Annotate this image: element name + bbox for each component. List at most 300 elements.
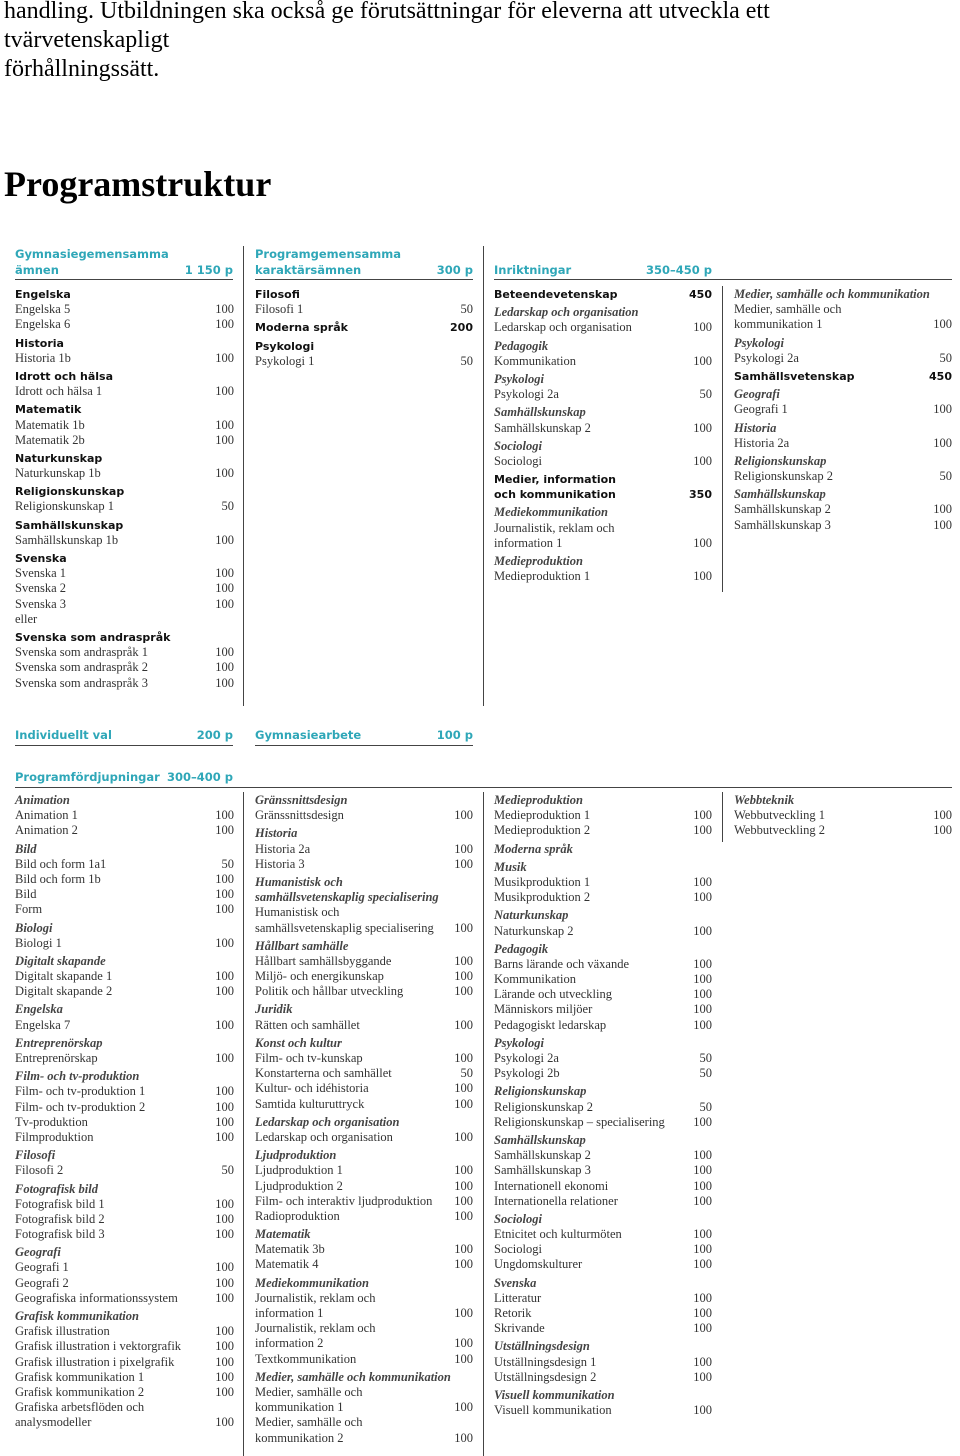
course-row-text: Rätten och samhället (255, 1017, 360, 1032)
course-row (15, 466, 234, 481)
course-row-text: Historia 3 (255, 856, 305, 871)
course-row (255, 1242, 473, 1257)
course-row (15, 969, 234, 984)
subject-heading-text: Historia (15, 336, 64, 350)
course-row (494, 1370, 712, 1385)
course-row-text: eller (15, 611, 38, 626)
course-row (15, 645, 234, 660)
course-row-text: Hållbart samhällsbyggande (255, 953, 392, 968)
subject-subheading (255, 1002, 473, 1017)
points-value: 50 (221, 1163, 234, 1178)
course-row (15, 1115, 234, 1130)
points-value: 100 (933, 317, 952, 332)
points-value: 100 (693, 956, 712, 971)
points-value: 100 (693, 808, 712, 823)
course-row-text: Grafisk illustration i vektorgrafik (15, 1339, 182, 1354)
points-value: 100 (215, 1415, 234, 1430)
subject-subheading (494, 793, 712, 808)
course-row (494, 1227, 712, 1242)
course-row-text: Religionskunskap 1 (15, 499, 114, 514)
course-row-text: Film- och tv-produktion 1 (15, 1084, 146, 1099)
points-value: 100 (693, 1369, 712, 1384)
subject-heading (255, 320, 473, 335)
course-row-text: Gränssnittsdesign (255, 808, 344, 823)
course-row (255, 905, 473, 920)
divider (15, 787, 952, 788)
points-value: 350 (689, 488, 712, 502)
points-value: 100 (215, 660, 234, 675)
course-row (494, 1148, 712, 1163)
course-row-text: Psykologi 2a (734, 350, 799, 365)
course-row-text: Psykologi 2a (494, 1051, 559, 1065)
points-value: 100 (693, 353, 712, 368)
course-row (494, 1066, 712, 1081)
course-row-text: Sociologi (494, 453, 542, 468)
subject-heading-text: och kommunikation (494, 488, 616, 502)
course-row-text: Naturkunskap 2 (494, 923, 574, 938)
course-row-text: Idrott och hälsa 1 (15, 384, 103, 399)
course-row (15, 581, 234, 596)
course-row (734, 502, 952, 517)
subject-subheading (255, 826, 473, 841)
points-value: 100 (454, 1306, 473, 1320)
course-row (15, 936, 234, 951)
course-row-text: Textkommunikation (255, 1351, 357, 1366)
course-row (494, 1051, 712, 1066)
course-row (494, 1018, 712, 1033)
course-row (494, 536, 712, 551)
subject-heading (255, 287, 473, 302)
course-row (15, 823, 234, 838)
points-value: 100 (933, 808, 952, 823)
subject-subheading (255, 875, 473, 890)
subject-heading-text: Matematik (15, 403, 82, 417)
course-row (255, 354, 473, 369)
course-row (255, 1163, 473, 1178)
course-row-text: Retorik (494, 1306, 532, 1320)
points-value: 100 (215, 1114, 234, 1129)
subject-subheading-text: Gränssnittsdesign (255, 793, 348, 807)
points-value: 100 (215, 384, 234, 399)
subject-subheading-text: Medieproduktion (494, 554, 583, 568)
course-row-text: Ledarskap och organisation (494, 320, 632, 335)
points-value: 50 (699, 1051, 712, 1065)
points-value: 100 (693, 1257, 712, 1272)
divider (15, 279, 233, 280)
subject-heading (15, 551, 234, 566)
course-row (15, 1276, 234, 1291)
subject-subheading (255, 1227, 473, 1242)
subject-heading (494, 472, 712, 487)
course-row-text: Bild (15, 887, 37, 902)
course-row (255, 1431, 473, 1446)
course-row-text: Musikproduktion 2 (494, 890, 591, 905)
course-row (15, 1400, 234, 1415)
points-value: 100 (933, 502, 952, 517)
points-value: 100 (215, 935, 234, 950)
course-row-text: Svenska 2 (15, 581, 67, 596)
course-row-text: Samtida kulturuttryck (255, 1096, 365, 1111)
points-value: 100 (215, 566, 234, 581)
subject-subheading (494, 1276, 712, 1291)
subject-heading-text: Moderna språk (255, 321, 348, 335)
intro-line: tvärvetenskapligt (4, 27, 170, 53)
course-row (494, 1321, 712, 1336)
course-row-text: Biologi 1 (15, 935, 62, 950)
course-row-text: Film- och tv-produktion 2 (15, 1099, 146, 1114)
course-row (734, 402, 952, 417)
points-value: 100 (693, 1290, 712, 1305)
course-row-text: Skrivande (494, 1321, 545, 1336)
subject-subheading (494, 1212, 712, 1227)
subject-subheading-text: Mediekommunikation (255, 1275, 369, 1290)
points-value: 100 (454, 1081, 473, 1096)
course-row (255, 1130, 473, 1145)
course-row (255, 1257, 473, 1272)
subject-subheading-text: Filosofi (15, 1148, 56, 1163)
course-row-text: Form (15, 902, 43, 917)
course-row (494, 924, 712, 939)
subject-heading (15, 630, 234, 645)
subject-subheading-text: Naturkunskap (494, 908, 569, 923)
course-row-text: Medier, samhälle och (255, 1415, 363, 1430)
subject-subheading (494, 1133, 712, 1148)
inriktningar-label: Inriktningar (494, 263, 572, 277)
subject-subheading-text: Medier, samhälle och kommunikation (734, 287, 930, 301)
course-row (494, 1257, 712, 1272)
course-row (15, 1100, 234, 1115)
points-value: 100 (215, 532, 234, 547)
course-row-text: Medier, samhälle och (734, 302, 842, 317)
points-value: 50 (221, 499, 234, 514)
inriktningar-header (494, 262, 712, 278)
points-value: 100 (933, 823, 952, 838)
subject-subheading-text: Webbteknik (734, 793, 795, 807)
course-row (15, 1163, 234, 1178)
course-row (15, 1339, 234, 1354)
course-row (15, 1385, 234, 1400)
fordjupningar-list-2 (255, 793, 473, 1446)
subject-subheading (734, 454, 952, 469)
course-row (15, 1260, 234, 1275)
course-row-text: Medieproduktion 2 (494, 823, 591, 838)
course-row-text: Bild och form 1a1 (15, 856, 107, 871)
points-value: 100 (215, 1290, 234, 1305)
points-value: 100 (215, 1384, 234, 1399)
course-row (15, 887, 234, 902)
gym-gemensamma-label-2: ämnen (15, 263, 59, 277)
subject-subheading-text: Animation (15, 793, 70, 807)
course-row (494, 387, 712, 402)
course-row-text: Grafisk kommunikation 2 (15, 1384, 145, 1399)
subject-subheading (255, 1370, 473, 1385)
subject-subheading-text: Samhällskunskap (494, 1132, 586, 1147)
course-row-text: Journalistik, reklam och (255, 1290, 376, 1305)
points-value: 100 (454, 953, 473, 968)
subject-subheading (255, 793, 473, 808)
points-value: 100 (215, 466, 234, 481)
course-row (494, 1163, 712, 1178)
points-value: 100 (215, 902, 234, 917)
points-value: 100 (454, 1129, 473, 1144)
course-row-text: information 1 (494, 535, 563, 550)
points-value: 100 (454, 1242, 473, 1257)
course-row-text: Litteratur (494, 1290, 542, 1305)
course-row-text: Svenska 3 (15, 596, 67, 611)
course-row-text: Lärande och utveckling (494, 987, 613, 1002)
course-row-text: Människors miljöer (494, 1002, 593, 1017)
subject-subheading (494, 339, 712, 354)
subject-subheading (494, 439, 712, 454)
points-value: 100 (454, 1336, 473, 1351)
course-row-text: Fotografisk bild 3 (15, 1227, 105, 1242)
course-row-text: Svenska 1 (15, 566, 67, 581)
course-row-text: Historia 1b (15, 350, 71, 365)
subject-subheading-text: Ledarskap och organisation (494, 305, 639, 320)
prog-gemensamma-label-2: karaktärsämnen (255, 263, 362, 277)
course-row-text: analysmodeller (15, 1415, 92, 1430)
points-value: 100 (215, 823, 234, 838)
course-row-text: Webbutveckling 2 (734, 823, 825, 838)
subject-heading (494, 487, 712, 502)
points-value: 100 (215, 302, 234, 317)
subject-heading-text: Idrott och hälsa (15, 369, 114, 383)
course-row (255, 1291, 473, 1306)
course-row (15, 1130, 234, 1145)
course-row-text: Engelska 7 (15, 1017, 71, 1032)
course-row-text: Matematik 3b (255, 1242, 325, 1257)
course-row-text: Film- och interaktiv ljudproduktion (255, 1193, 433, 1208)
subject-subheading (494, 305, 712, 320)
subject-subheading (734, 387, 952, 402)
course-row-text: information 2 (255, 1336, 324, 1351)
course-row (15, 1324, 234, 1339)
points-value: 100 (215, 645, 234, 660)
subject-subheading (494, 505, 712, 520)
fordjupningar-list-3 (494, 793, 712, 1418)
course-row-text: Animation 2 (15, 823, 78, 838)
course-row (255, 969, 473, 984)
subject-subheading-text: Historia (255, 826, 298, 841)
subject-subheading (734, 336, 952, 351)
course-row-text: Webbutveckling 1 (734, 808, 825, 823)
course-row-text: Ledarskap och organisation (255, 1129, 393, 1144)
points-value: 50 (460, 302, 473, 317)
course-row-text: Samhällskunskap 2 (494, 1148, 591, 1163)
subject-heading-text: Svenska (15, 552, 67, 565)
points-value: 100 (933, 517, 952, 532)
course-row (734, 302, 952, 317)
course-row (255, 1385, 473, 1400)
fordjupningar-points: 300–400 p (167, 770, 233, 784)
course-row (15, 1051, 234, 1066)
prog-gemensamma-list (255, 287, 473, 369)
course-row-text: Filmproduktion (15, 1129, 94, 1144)
course-row (255, 1018, 473, 1033)
points-value: 100 (693, 1178, 712, 1193)
subject-heading (734, 369, 952, 384)
course-row-text: Matematik 4 (255, 1257, 319, 1272)
subject-subheading (494, 405, 712, 420)
subject-subheading (734, 487, 952, 502)
subject-subheading-text: Engelska (15, 1002, 63, 1017)
course-row (494, 569, 712, 584)
subject-subheading-text: Film- och tv-produktion (15, 1069, 140, 1084)
course-row (734, 823, 952, 838)
subject-heading-text: Religionskunskap (15, 485, 125, 499)
course-row (15, 597, 234, 612)
course-row-text: kommunikation 2 (255, 1430, 344, 1445)
course-row-text: Grafisk illustration (15, 1324, 110, 1339)
subject-subheading (494, 372, 712, 387)
subject-subheading (255, 1148, 473, 1163)
course-row (255, 954, 473, 969)
points-value: 100 (693, 987, 712, 1002)
subject-heading (15, 402, 234, 417)
subject-subheading (15, 1148, 234, 1163)
subject-heading-text: Filosofi (255, 288, 300, 301)
subject-heading (15, 518, 234, 533)
points-value: 100 (215, 317, 234, 332)
course-row (255, 1352, 473, 1367)
intro-paragraph (4, 0, 954, 84)
course-row (15, 1291, 234, 1306)
course-row-text: Journalistik, reklam och (255, 1321, 376, 1336)
course-row-text: Geografi 1 (734, 402, 788, 417)
course-row (15, 302, 234, 317)
course-row (734, 436, 952, 451)
course-row (255, 808, 473, 823)
course-row-text: Geografi 2 (15, 1275, 69, 1290)
subject-subheading (494, 908, 712, 923)
subject-subheading-text: Sociologi (494, 1211, 542, 1226)
prog-gemensamma-points: 300 p (436, 263, 473, 277)
subject-heading-text: Beteendevetenskap (494, 288, 618, 301)
points-value: 100 (693, 569, 712, 584)
points-value: 100 (693, 1321, 712, 1336)
points-value: 100 (454, 1400, 473, 1415)
points-value: 50 (221, 856, 234, 871)
subject-subheading-text: Musik (494, 859, 527, 874)
points-value: 100 (693, 320, 712, 335)
points-value: 100 (693, 1306, 712, 1320)
course-row (255, 984, 473, 999)
inriktningar-list (494, 287, 712, 584)
subject-subheading-text: Biologi (15, 920, 53, 935)
subject-subheading-text: Pedagogik (494, 338, 549, 353)
points-value: 100 (215, 1227, 234, 1242)
course-row (15, 1212, 234, 1227)
points-value: 100 (215, 1211, 234, 1226)
section-heading: Programstruktur (4, 164, 272, 204)
course-row-text: Film- och tv-kunskap (255, 1051, 363, 1065)
subject-subheading-text: Samhällskunskap (494, 405, 586, 420)
course-row-text: Geografiska informationssystem (15, 1290, 178, 1305)
course-row-text: Kultur- och idéhistoria (255, 1081, 369, 1096)
points-value: 100 (215, 1051, 234, 1065)
subject-subheading (734, 421, 952, 436)
course-row (734, 808, 952, 823)
subject-subheading-text: Sociologi (494, 438, 542, 453)
points-value: 100 (693, 823, 712, 838)
course-row (494, 972, 712, 987)
points-value: 100 (454, 856, 473, 871)
course-row (734, 317, 952, 332)
course-row (15, 1197, 234, 1212)
course-row-text: Miljö- och energikunskap (255, 969, 384, 984)
course-row (15, 1415, 234, 1430)
subject-heading-text: Samhällsvetenskap (734, 369, 855, 383)
points-value: 50 (939, 469, 952, 484)
subject-heading-text: Engelska (15, 288, 71, 301)
points-value: 100 (454, 1163, 473, 1178)
course-row (15, 418, 234, 433)
subject-subheading-text: Pedagogik (494, 941, 549, 956)
points-value: 100 (215, 969, 234, 984)
subject-subheading-text: Psykologi (494, 371, 544, 386)
course-row-text: Samhällskunskap 3 (494, 1163, 591, 1178)
subject-subheading-text: Medier, samhälle och kommunikation (255, 1369, 451, 1384)
course-row-text: Fotografisk bild 2 (15, 1211, 105, 1226)
subject-subheading-text: Grafisk kommunikation (15, 1309, 139, 1323)
subject-subheading-text: Svenska (494, 1275, 537, 1290)
points-value: 50 (460, 353, 473, 368)
points-value: 100 (693, 890, 712, 905)
course-row (494, 1403, 712, 1418)
course-row (255, 1415, 473, 1430)
points-value: 100 (693, 535, 712, 550)
gym-gemensamma-list (15, 287, 234, 691)
points-value: 100 (454, 1178, 473, 1193)
subject-subheading (494, 1388, 712, 1403)
points-value: 100 (693, 1354, 712, 1369)
course-row-text: Kommunikation (494, 972, 576, 987)
course-row (494, 1115, 712, 1130)
course-row-text: Radioproduktion (255, 1208, 340, 1223)
subject-subheading (494, 860, 712, 875)
course-row-text: Digitalt skapande 2 (15, 984, 113, 999)
course-row (494, 987, 712, 1002)
course-row-text: Musikproduktion 1 (494, 874, 591, 889)
course-row (494, 957, 712, 972)
subject-subheading (255, 1115, 473, 1130)
subject-subheading-text: Hållbart samhälle (255, 938, 349, 953)
course-row-text: Engelska 5 (15, 302, 71, 317)
gymnasiearbete-points: 100 p (436, 728, 473, 742)
course-row (15, 1370, 234, 1385)
subject-subheading (734, 287, 952, 302)
subject-subheading (255, 1036, 473, 1051)
course-row (494, 1306, 712, 1321)
course-row (255, 857, 473, 872)
subject-heading (15, 336, 234, 351)
points-value: 100 (215, 1354, 234, 1369)
course-row (255, 1097, 473, 1112)
course-row (494, 1002, 712, 1017)
course-row-text: Barns lärande och växande (494, 956, 630, 971)
course-row-text: Entreprenörskap (15, 1051, 98, 1065)
course-row-text: Medieproduktion 1 (494, 808, 591, 823)
course-row-text: Utställningsdesign 2 (494, 1369, 597, 1384)
subject-subheading (494, 842, 712, 857)
divider (494, 279, 952, 280)
subject-subheading (15, 921, 234, 936)
course-row (255, 1179, 473, 1194)
course-row-text: Internationella relationer (494, 1193, 618, 1208)
course-row (494, 1355, 712, 1370)
subject-subheading-text: Psykologi (494, 1035, 544, 1050)
points-value: 450 (689, 288, 712, 301)
